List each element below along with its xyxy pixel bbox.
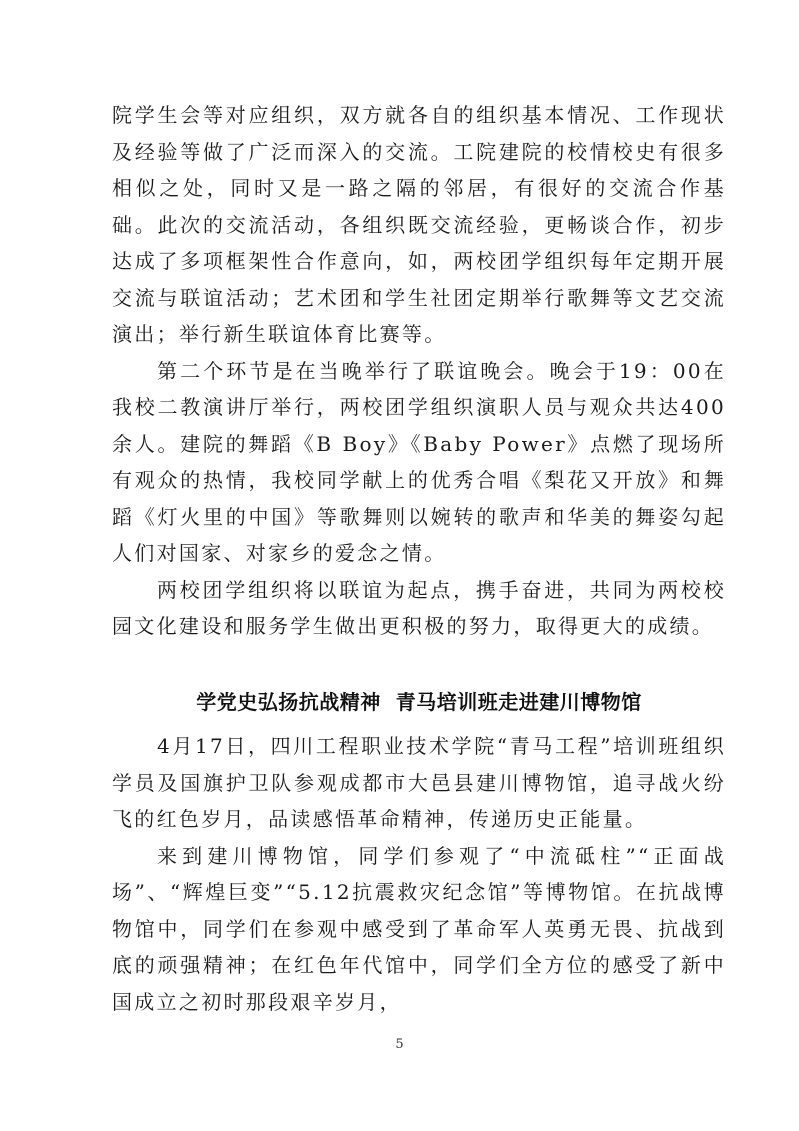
article-body <box>112 728 726 1020</box>
paragraph-museum-tour: 来到建川博物馆，同学们参观了“中流砥柱”“正面战场”、“辉煌巨变”“5.12抗震救灾纪念馆”等博物馆。在抗战博物馆中，同学们在参观中感受到了革命军人英勇无畏、抗战到底的顽强精神；在红色年代馆中，同学们全方位的感受了新中国成立之初时那段艰辛岁月， <box>112 843 726 1014</box>
paragraph-exchange-summary: 院学生会等对应组织，双方就各自的组织基本情况、工作现状及经验等做了广泛而深入的交流。工院建院的校情校史有很多相似之处，同时又是一路之隔的邻居，有很好的交流合作基础。此次的交流活动，各组织既交流经验，更畅谈合作，初步达成了多项框架性合作意向，如，两校团学组织每年定期开展交流与联谊活动；艺术团和学生社团定期举行歌舞等文艺交流演出；举行新生联谊体育比赛等。 <box>112 103 726 346</box>
section-continued-text <box>112 97 726 645</box>
paragraph-gala: 第二个环节是在当晚举行了联谊晚会。晚会于19：00在我校二教演讲厅举行，两校团学组织演职人员与观众共达400余人。建院的舞蹈《B Boy》《Baby Power》点燃了现场所有观众的热情，我校同学献上的优秀合唱《梨花又开放》和舞蹈《灯火里的中国》等歌舞则以婉转的歌声和华美的舞姿勾起人们对国家、对家乡的爱念之情。 <box>112 358 726 565</box>
paragraph-visit-intro: 4月17日，四川工程职业技术学院“青马工程”培训班组织学员及国旗护卫队参观成都市大邑县建川博物馆，追寻战火纷飞的红色岁月，品读感悟革命精神，传递历史正能量。 <box>112 734 726 831</box>
page-number: 5 <box>395 1037 404 1052</box>
paragraph-conclusion: 两校团学组织将以联谊为起点，携手奋进，共同为两校校园文化建设和服务学生做出更积极的努力，取得更大的成绩。 <box>112 577 726 638</box>
article-title: 学党史弘扬抗战精神 青马培训班走进建川博物馆 <box>196 690 642 714</box>
